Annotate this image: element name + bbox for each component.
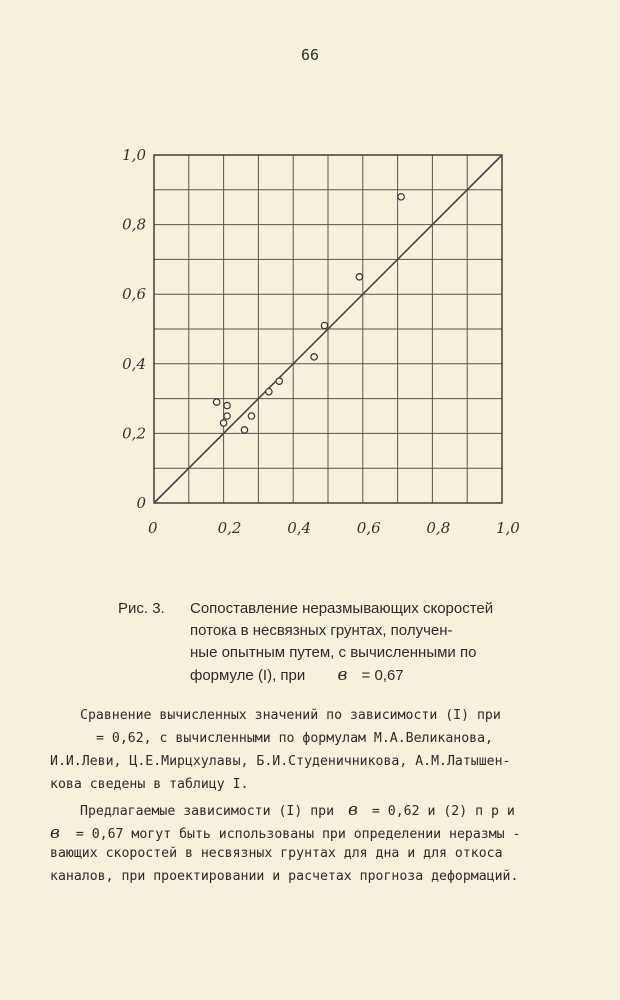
caption-line-4-text: формуле (I), при	[190, 667, 306, 684]
data-point	[224, 413, 230, 419]
y-tick-label: 0,4	[122, 354, 146, 373]
data-point	[398, 194, 404, 200]
scatter-chart	[110, 140, 530, 560]
body-line: = 0,62, с вычисленными по формулам М.А.Великанова,	[96, 731, 493, 746]
caption-line-3: ные опытным путем, с вычисленными по	[190, 644, 477, 661]
x-tick-label: 0,2	[217, 519, 242, 537]
caption-line-4-value: = 0,67	[361, 667, 404, 684]
data-point	[356, 274, 362, 280]
page-number: 66	[300, 46, 320, 64]
body-line: каналов, при проектировании и расчетах прогноза деформаций.	[50, 869, 519, 884]
data-point	[321, 322, 327, 328]
b-symbol: в	[348, 800, 358, 820]
body-line: И.И.Леви, Ц.Е.Мирцхулавы, Б.И.Студеничникова, А.М.Латышен-	[50, 754, 511, 769]
y-tick-label: 0,6	[122, 285, 146, 304]
x-tick-label: 0,6	[356, 519, 381, 537]
body-line	[50, 823, 520, 843]
x-tick-label: 0,4	[287, 519, 312, 537]
data-points	[213, 194, 404, 434]
body-text: = 0,62 и (2) п р и	[371, 804, 515, 819]
caption-line-2: потока в несвязных грунтах, получен-	[190, 622, 453, 639]
y-tick-label: 0,8	[122, 215, 146, 234]
body-text: = 0,67 могут быть использованы при определении неразмы -	[75, 827, 521, 842]
b-symbol: в	[337, 665, 348, 685]
body-line: вающих скоростей в несвязных грунтах для дна и для откоса	[50, 846, 503, 861]
y-tick-label: 0	[136, 494, 146, 512]
data-point	[224, 402, 230, 408]
x-tick-label: 0,8	[426, 519, 451, 537]
data-point	[241, 427, 247, 433]
y-tick-label: 0,2	[122, 424, 146, 443]
data-point	[248, 413, 254, 419]
body-line: кова сведены в таблицу I.	[50, 777, 249, 792]
y-tick-label: 1,0	[122, 146, 146, 164]
data-point	[213, 399, 219, 405]
x-tick-label: 1,0	[496, 519, 520, 537]
tick-labels	[122, 146, 520, 537]
data-point	[220, 420, 226, 426]
body-line	[80, 800, 515, 820]
figure-label: Рис. 3.	[118, 600, 165, 617]
data-point	[311, 354, 317, 360]
x-tick-label: 0	[148, 519, 158, 537]
caption-line-1: Сопоставление неразмывающих скоростей	[190, 600, 494, 617]
body-text: Предлагаемые зависимости (I) при	[80, 804, 335, 819]
data-point	[276, 378, 282, 384]
caption-line-4	[190, 664, 404, 687]
data-point	[266, 388, 272, 394]
b-symbol: в	[50, 823, 60, 843]
body-line: Сравнение вычисленных значений по зависимости (I) при	[80, 708, 501, 723]
